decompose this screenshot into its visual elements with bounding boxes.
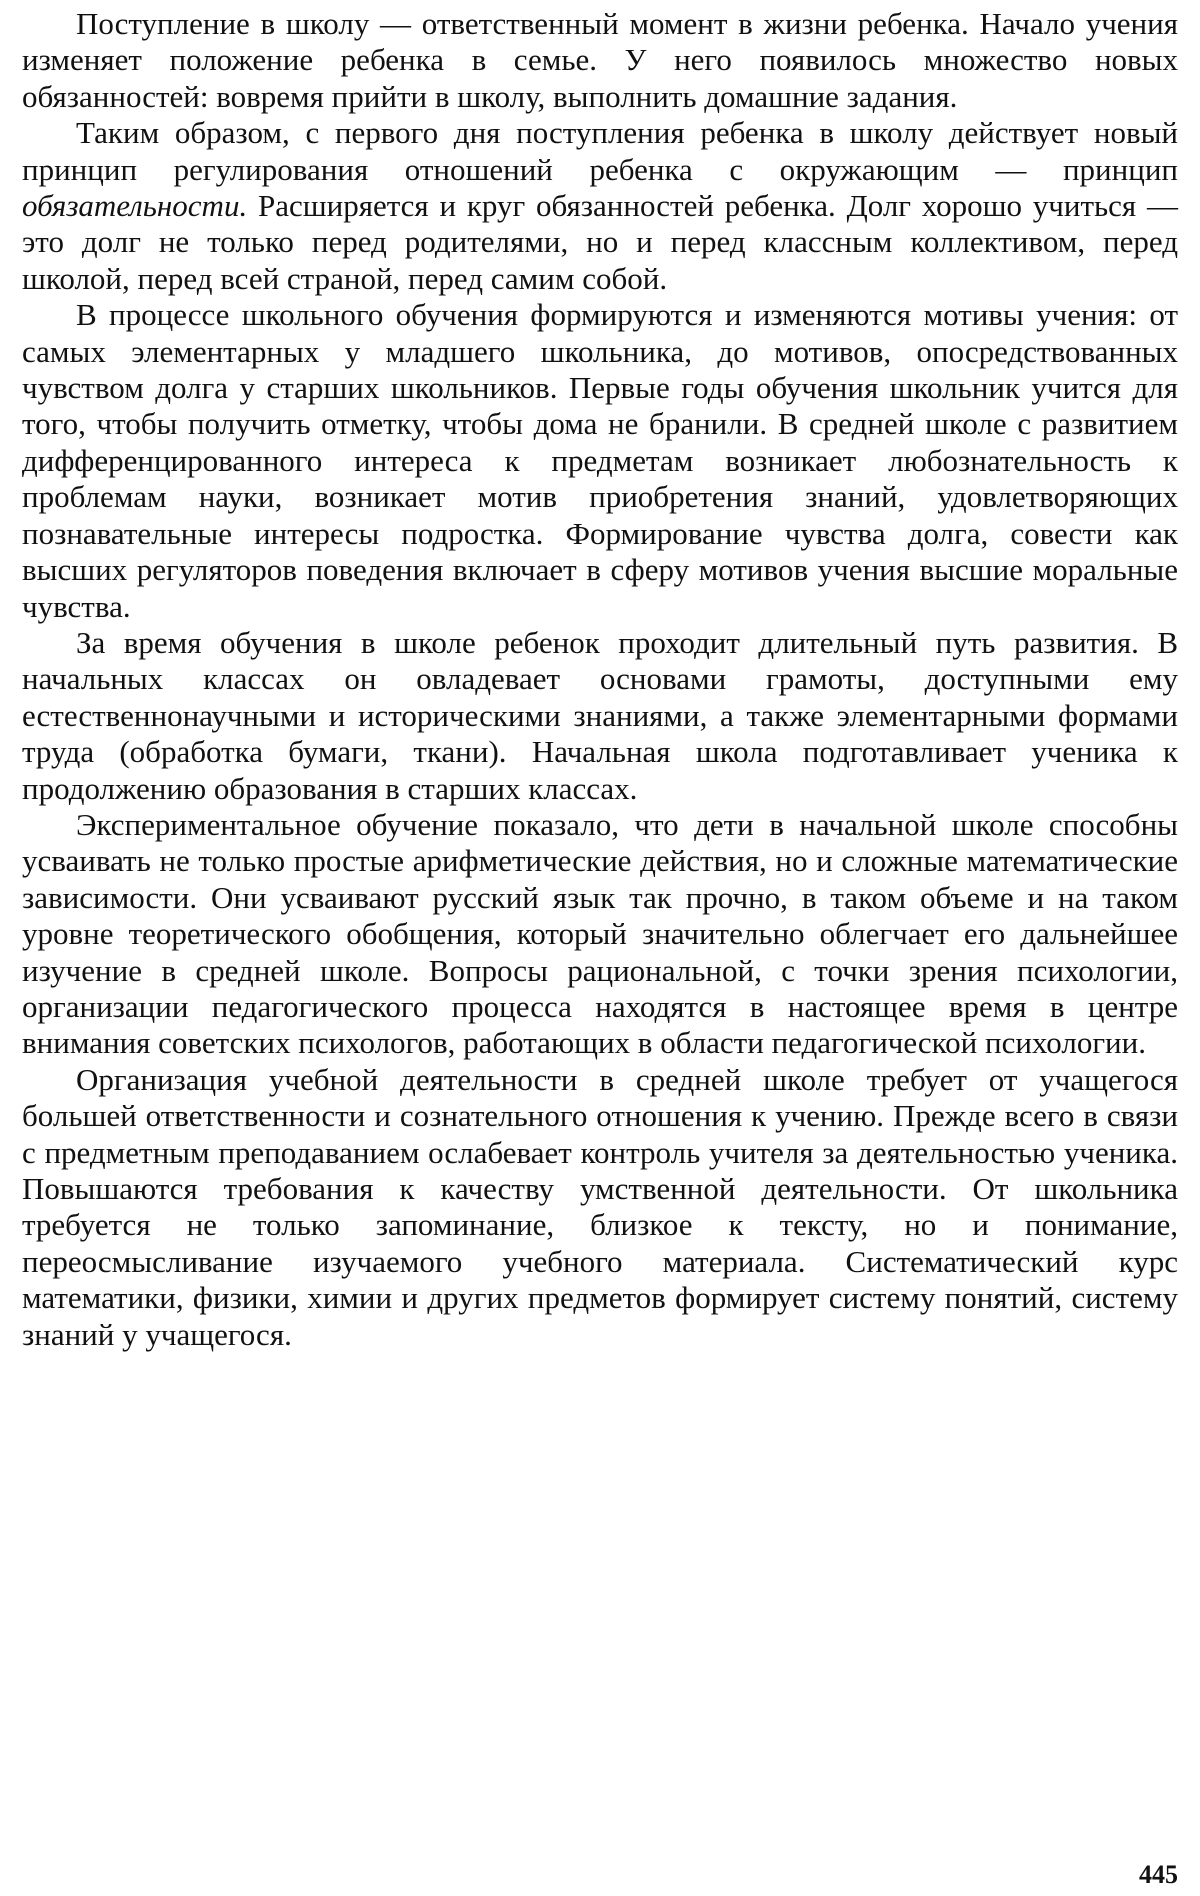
paragraph-4: За время обучения в школе ребенок проходит длительный путь развития. В начальных классах он овладевает основами грамоты, доступными ему естественнонаучными и историческими знаниями, а также элементарными формами труда (обработка бумаги, ткани). Начальная школа подготавливает ученика к продолжению образования в старших классах. (22, 624, 1178, 806)
page-number: 445 (1139, 1860, 1178, 1889)
paragraph-1: Поступление в школу — ответственный момент в жизни ребенка. Начало учения изменяет положение ребенка в семье. У него появилось множество новых обязанностей: вовремя прийти в школу, выполнить домашние задания. (22, 6, 1178, 114)
paragraph-3: В процессе школьного обучения формируются и изменяются мотивы учения: от самых элементарных у младшего школьника, до мотивов, опосредствованных чувством долга у старших школьников. Первые годы обучения школьник учится для того, чтобы получить отметку, чтобы дома не бранили. В средней школе с развитием дифференцированного интереса к предметам возникает любознательность к проблемам науки, возникает мотив приобретения знаний, удовлетворяющих познавательные интересы подростка. Формирование чувства долга, совести как высших регуляторов поведения включает в сферу мотивов учения высшие моральные чувства. (22, 297, 1178, 624)
paragraph-2-text-end: Расширяется и круг обязанностей ребенка. Долг хорошо учиться — это долг не только перед родителями, но и перед классным коллективом, перед школой, перед всей страной, перед самим собой. (22, 188, 1178, 296)
paragraph-2-text-start: Таким образом, с первого дня поступления ребенка в школу действует новый принцип регулирования отношений ребенка с окружающим — принцип (22, 115, 1178, 187)
paragraph-2-emphasis: обязательности. (22, 188, 248, 224)
paragraph-5: Экспериментальное обучение показало, что дети в начальной школе способны усваивать не только простые арифметические действия, но и сложные математические зависимости. Они усваивают русский язык так прочно, в таком объеме и на таком уровне теоретического обобщения, который значительно облегчает его дальнейшее изучение в средней школе. Вопросы рациональной, с точки зрения психологии, организации педагогического процесса находятся в настоящее время в центре внимания советских психологов, работающих в области педагогической психологии. (22, 806, 1178, 1061)
paragraph-6: Организация учебной деятельности в средней школе требует от учащегося большей ответственности и сознательного отношения к учению. Прежде всего в связи с предметным преподаванием ослабевает контроль учителя за деятельностью ученика. Повышаются требования к качеству умственной деятельности. От школьника требуется не только запоминание, близкое к тексту, но и понимание, переосмысливание изучаемого учебного материала. Систематический курс математики, физики, химии и других предметов формирует систему понятий, систему знаний у учащегося. (22, 1061, 1178, 1352)
paragraph-2 (22, 115, 1178, 297)
page-body (22, 6, 1178, 1353)
